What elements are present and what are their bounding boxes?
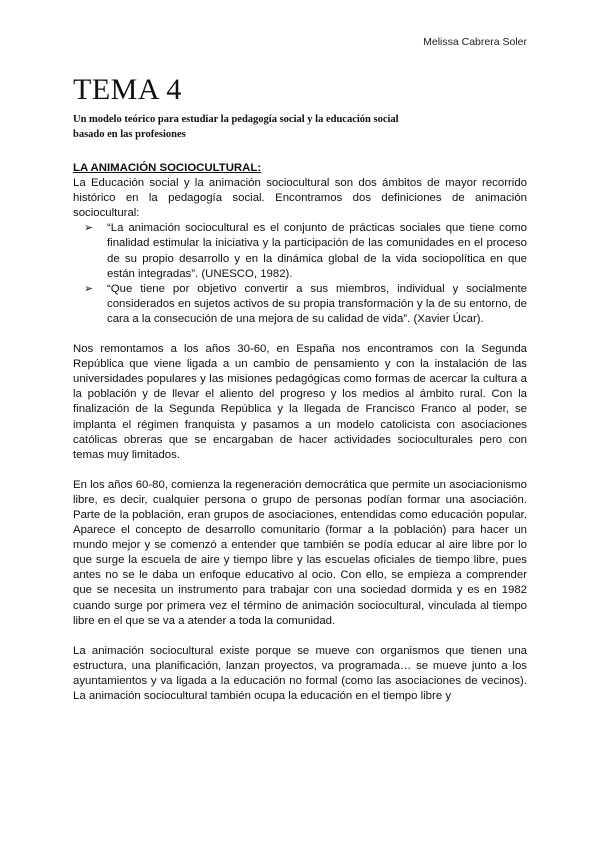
- section-heading: LA ANIMACIÓN SOCIOCULTURAL:: [73, 162, 262, 174]
- definition-item: [84, 221, 527, 281]
- arrow-bullet-icon: ➢: [84, 222, 94, 235]
- page-subtitle: Un modelo teórico para estudiar la pedagogía social y la educación social basado en las profesiones: [73, 114, 399, 140]
- definition-text: “Que tiene por objetivo convertir a sus miembros, individual y socialmente considerados en sujetos activos de su propia transformación y la de su entorno, de cara a la consecución de una mejora de su calidad de vida”. (Xavier Úcar).: [107, 282, 527, 325]
- page-title: TEMA 4: [73, 73, 182, 106]
- intro-paragraph: La Educación social y la animación sociocultural son dos ámbitos de mayor recorrido histórico en la pedagogía social. Encontramos dos definiciones de animación sociocultural:: [73, 177, 527, 220]
- body-paragraph: La animación sociocultural existe porque se mueve con organismos que tienen una estructura, una planificación, lanzan proyectos, va programada… se mueve junto a los ayuntamientos y va ligada a la educación no formal (como las asociaciones de vecinos). La animación sociocultural también ocupa la educación en el tiempo libre y: [73, 644, 527, 702]
- arrow-bullet-icon: ➢: [84, 282, 94, 295]
- author-header: Melissa Cabrera Soler: [423, 36, 527, 48]
- definition-list: [73, 221, 527, 327]
- definition-text: “La animación sociocultural es el conjunto de prácticas sociales que tiene como finalidad estimular la iniciativa y la participación de las comunidades en el proceso de su propio desarrollo y en la dinámica global de la vida sociopolítica en que están integradas”. (UNESCO, 1982).: [107, 222, 527, 280]
- body-paragraph: En los años 60-80, comienza la regeneración democrática que permite un asociacionismo libre, es decir, cualquier persona o grupo de personas podían formar una asociación. Parte de la población, eran grupos de asociaciones, entendidas como educación popular. Aparece el concepto de desarrollo comunitario (formar a la población) para hacer un mundo mejor y se comenzó a entender que también se podía educar al aire libre por lo que surge la escuela de aire y tiempo libre y las escuelas oficiales de tiempo libre, pues antes no se le daba un enfoque educativo al ocio. Con ello, se empieza a comprender que se necesita un instrumento para trabajar con una sociedad dormida y es en 1982 cuando surge por primera vez el término de animación sociocultural, vinculada al tiempo libre en el que se va a atender a toda la comunidad.: [73, 478, 527, 627]
- document-body: [73, 161, 527, 704]
- definition-item: [84, 282, 527, 327]
- body-paragraph: Nos remontamos a los años 30-60, en España nos encontramos con la Segunda República que viene ligada a un cambio de pensamiento y con la instalación de las universidades populares y las misiones pedagógicas como formas de acercar la cultura a la población y de llevar el aliento del progreso y los medios al ámbito rural. Con la finalización de la Segunda República y la llegada de Francisco Franco al poder, se implanta el régimen franquista y pasamos a un modelo catolicista con asociaciones católicas obreras que se encargaban de hacer actividades socioculturales pero con temas muy limitados.: [73, 343, 527, 461]
